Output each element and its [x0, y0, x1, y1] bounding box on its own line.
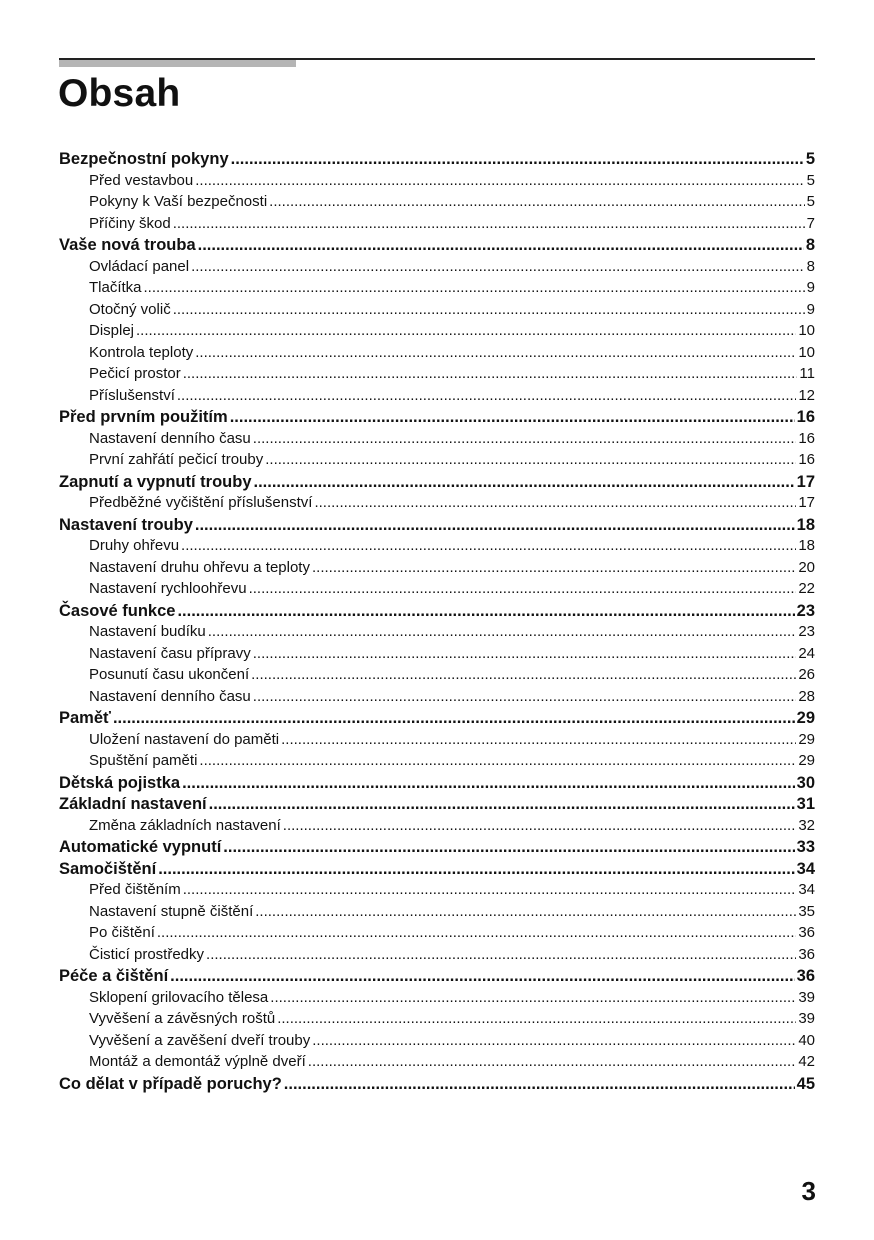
toc-dot-leader	[173, 301, 805, 318]
toc-dot-leader	[191, 258, 805, 275]
toc-dot-leader	[270, 989, 796, 1006]
toc-dot-leader	[314, 494, 796, 511]
toc-entry-title: Samočištění	[59, 859, 157, 878]
toc-section[interactable]	[59, 881, 815, 903]
toc-page-number: 24	[798, 644, 815, 662]
toc-section[interactable]	[59, 279, 815, 301]
toc-page-number: 8	[805, 236, 815, 254]
toc-page-number: 23	[796, 601, 815, 620]
toc-section[interactable]	[59, 688, 815, 710]
toc-entry-title: Nastavení času přípravy	[89, 644, 251, 662]
toc-page-number: 34	[798, 881, 815, 898]
toc-dot-leader	[195, 344, 796, 361]
toc-dot-leader	[249, 580, 797, 597]
toc-page-number: 16	[796, 408, 815, 426]
toc-dot-leader	[209, 795, 795, 814]
table-of-contents	[59, 150, 815, 1096]
toc-entry-title: Před čištěním	[89, 881, 181, 898]
toc-section[interactable]	[59, 1010, 815, 1032]
toc-section[interactable]	[59, 387, 815, 409]
toc-page-number: 12	[798, 386, 815, 404]
page-title: Obsah	[58, 72, 181, 115]
toc-dot-leader	[113, 709, 795, 728]
toc-section[interactable]	[59, 903, 815, 925]
toc-section[interactable]	[59, 301, 815, 323]
toc-dot-leader	[308, 1053, 797, 1070]
toc-chapter[interactable]	[59, 709, 815, 731]
toc-chapter[interactable]	[59, 967, 815, 989]
toc-entry-title: Nastavení stupně čištění	[89, 902, 254, 920]
toc-entry-title: Tlačítka	[89, 279, 142, 296]
toc-section[interactable]	[59, 537, 815, 559]
toc-dot-leader	[181, 537, 796, 554]
toc-chapter[interactable]	[59, 1075, 815, 1097]
toc-page-number: 9	[806, 279, 815, 296]
toc-section[interactable]	[59, 580, 815, 602]
toc-dot-leader	[208, 623, 797, 640]
toc-chapter[interactable]	[59, 774, 815, 796]
toc-page-number: 39	[798, 1010, 815, 1027]
toc-dot-leader	[177, 602, 794, 621]
toc-entry-title: Nastavení budíku	[89, 623, 206, 640]
toc-page-number: 20	[798, 558, 815, 576]
toc-page-number: 11	[799, 365, 815, 382]
toc-chapter[interactable]	[59, 860, 815, 882]
toc-entry-title: Základní nastavení	[59, 795, 207, 813]
toc-dot-leader	[265, 451, 796, 468]
toc-page-number: 7	[806, 214, 815, 232]
toc-entry-title: Nastavení trouby	[59, 515, 193, 534]
toc-section[interactable]	[59, 258, 815, 280]
toc-dot-leader	[144, 279, 805, 296]
toc-page-number: 29	[798, 752, 815, 769]
toc-page-number: 29	[796, 709, 815, 727]
toc-page-number: 26	[798, 666, 815, 683]
toc-page-number: 16	[798, 429, 815, 447]
toc-dot-leader	[223, 838, 794, 857]
toc-section[interactable]	[59, 752, 815, 774]
toc-dot-leader	[255, 903, 796, 920]
toc-dot-leader	[199, 752, 796, 769]
toc-dot-leader	[254, 473, 795, 492]
toc-dot-leader	[231, 150, 804, 169]
toc-chapter[interactable]	[59, 408, 815, 430]
toc-entry-title: Bezpečnostní pokyny	[59, 150, 229, 168]
toc-page-number: 32	[798, 816, 815, 834]
toc-page-number: 30	[796, 773, 815, 792]
toc-section[interactable]	[59, 172, 815, 194]
toc-chapter[interactable]	[59, 150, 815, 172]
toc-entry-title: Příčiny škod	[89, 214, 171, 232]
toc-section[interactable]	[59, 946, 815, 968]
toc-page-number: 42	[798, 1053, 815, 1070]
toc-dot-leader	[136, 322, 796, 339]
toc-entry-title: První zahřátí pečicí trouby	[89, 451, 264, 468]
toc-entry-title: Pečicí prostor	[89, 365, 181, 382]
toc-entry-title: Spuštění paměti	[89, 752, 198, 769]
toc-dot-leader	[253, 688, 797, 705]
toc-section[interactable]	[59, 430, 815, 452]
toc-dot-leader	[182, 774, 795, 793]
toc-entry-title: Péče a čištění	[59, 967, 169, 985]
toc-dot-leader	[158, 860, 794, 879]
toc-chapter[interactable]	[59, 473, 815, 495]
toc-dot-leader	[177, 387, 796, 404]
toc-page-number: 8	[806, 257, 815, 275]
toc-section[interactable]	[59, 494, 815, 516]
toc-section[interactable]	[59, 645, 815, 667]
toc-entry-title: Příslušenství	[89, 386, 175, 404]
toc-entry-title: Vyvěšení a zavěšení dveří trouby	[89, 1031, 311, 1049]
toc-page-number: 23	[798, 623, 815, 640]
toc-page-number: 17	[798, 494, 815, 511]
toc-entry-title: Otočný volič	[89, 300, 171, 318]
toc-entry-title: Nastavení denního času	[89, 429, 251, 447]
toc-page-number: 40	[798, 1031, 815, 1049]
toc-section[interactable]	[59, 989, 815, 1011]
toc-section[interactable]	[59, 193, 815, 215]
toc-page-number: 5	[805, 150, 815, 168]
toc-entry-title: Displej	[89, 322, 135, 339]
toc-page-number: 28	[798, 687, 815, 705]
toc-section[interactable]	[59, 215, 815, 237]
toc-entry-title: Sklopení grilovacího tělesa	[89, 988, 269, 1006]
toc-dot-leader	[277, 1010, 796, 1027]
toc-section[interactable]	[59, 1053, 815, 1075]
toc-section[interactable]	[59, 817, 815, 839]
toc-chapter[interactable]	[59, 602, 815, 624]
toc-dot-leader	[281, 731, 796, 748]
toc-chapter[interactable]	[59, 838, 815, 860]
toc-entry-title: Před vestavbou	[89, 171, 194, 189]
toc-page-number: 16	[798, 451, 815, 468]
toc-page-number: 33	[796, 838, 815, 856]
toc-page-number: 36	[798, 945, 815, 963]
toc-dot-leader	[195, 172, 804, 189]
toc-entry-title: Nastavení denního času	[89, 687, 251, 705]
header-accent-bar	[59, 60, 296, 67]
toc-entry-title: Druhy ohřevu	[89, 537, 180, 554]
toc-page-number: 5	[806, 171, 815, 189]
toc-entry-title: Paměť	[59, 709, 111, 727]
toc-entry-title: Vaše nová trouba	[59, 236, 196, 254]
toc-page-number: 22	[798, 580, 815, 597]
toc-page-number: 10	[798, 322, 815, 339]
toc-entry-title: Předběžné vyčištění příslušenství	[89, 494, 313, 511]
toc-entry-title: Čisticí prostředky	[89, 945, 205, 963]
toc-page-number: 36	[796, 967, 815, 985]
toc-chapter[interactable]	[59, 516, 815, 538]
toc-entry-title: Vyvěšení a závěsných roštů	[89, 1010, 276, 1027]
toc-dot-leader	[284, 1075, 795, 1094]
toc-section[interactable]	[59, 1032, 815, 1054]
toc-dot-leader	[173, 215, 805, 232]
toc-entry-title: Uložení nastavení do paměti	[89, 730, 280, 748]
toc-entry-title: Montáž a demontáž výplně dveří	[89, 1053, 306, 1070]
toc-entry-title: Automatické vypnutí	[59, 838, 222, 856]
toc-page-number: 9	[806, 300, 815, 318]
toc-entry-title: Posunutí času ukončení	[89, 666, 250, 683]
toc-dot-leader	[183, 365, 798, 382]
toc-section[interactable]	[59, 559, 815, 581]
toc-entry-title: Kontrola teploty	[89, 343, 194, 361]
toc-dot-leader	[157, 924, 796, 941]
toc-section[interactable]	[59, 344, 815, 366]
toc-entry-title: Ovládací panel	[89, 257, 190, 275]
toc-dot-leader	[312, 1032, 796, 1049]
toc-page-number: 31	[796, 795, 815, 813]
toc-page-number: 29	[798, 730, 815, 748]
toc-dot-leader	[269, 193, 805, 210]
toc-dot-leader	[230, 408, 795, 427]
toc-section[interactable]	[59, 623, 815, 645]
toc-section[interactable]	[59, 666, 815, 688]
toc-section[interactable]	[59, 451, 815, 473]
toc-page-number: 45	[796, 1074, 815, 1093]
toc-dot-leader	[183, 881, 797, 898]
page-number: 3	[801, 1176, 816, 1206]
toc-section[interactable]	[59, 731, 815, 753]
toc-entry-title: Co dělat v případě poruchy?	[59, 1074, 282, 1093]
toc-dot-leader	[170, 967, 794, 986]
toc-entry-title: Nastavení rychloohřevu	[89, 580, 247, 597]
toc-dot-leader	[312, 559, 796, 576]
toc-dot-leader	[253, 430, 797, 447]
toc-section[interactable]	[59, 322, 815, 344]
toc-page-number: 18	[798, 537, 815, 554]
toc-section[interactable]	[59, 924, 815, 946]
toc-page-number: 5	[806, 193, 815, 210]
toc-page-number: 17	[796, 472, 815, 491]
toc-entry-title: Dětská pojistka	[59, 773, 181, 792]
toc-entry-title: Nastavení druhu ohřevu a teploty	[89, 558, 310, 576]
toc-dot-leader	[195, 516, 795, 535]
toc-dot-leader	[251, 666, 796, 683]
toc-page-number: 39	[798, 988, 815, 1006]
toc-entry-title: Před prvním použitím	[59, 408, 228, 426]
toc-dot-leader	[283, 817, 797, 834]
toc-page-number: 34	[796, 859, 815, 878]
toc-page-number: 35	[798, 902, 815, 920]
toc-section[interactable]	[59, 365, 815, 387]
toc-page-number: 10	[798, 343, 815, 361]
toc-page-number: 36	[798, 924, 815, 941]
toc-entry-title: Pokyny k Vaší bezpečnosti	[89, 193, 268, 210]
toc-entry-title: Zapnutí a vypnutí trouby	[59, 472, 252, 491]
toc-page-number: 18	[796, 515, 815, 534]
toc-entry-title: Změna základních nastavení	[89, 816, 281, 834]
toc-dot-leader	[253, 645, 797, 662]
toc-entry-title: Časové funkce	[59, 601, 176, 620]
toc-dot-leader	[198, 236, 804, 255]
toc-dot-leader	[206, 946, 796, 963]
toc-entry-title: Po čištění	[89, 924, 155, 941]
toc-chapter[interactable]	[59, 236, 815, 258]
toc-chapter[interactable]	[59, 795, 815, 817]
